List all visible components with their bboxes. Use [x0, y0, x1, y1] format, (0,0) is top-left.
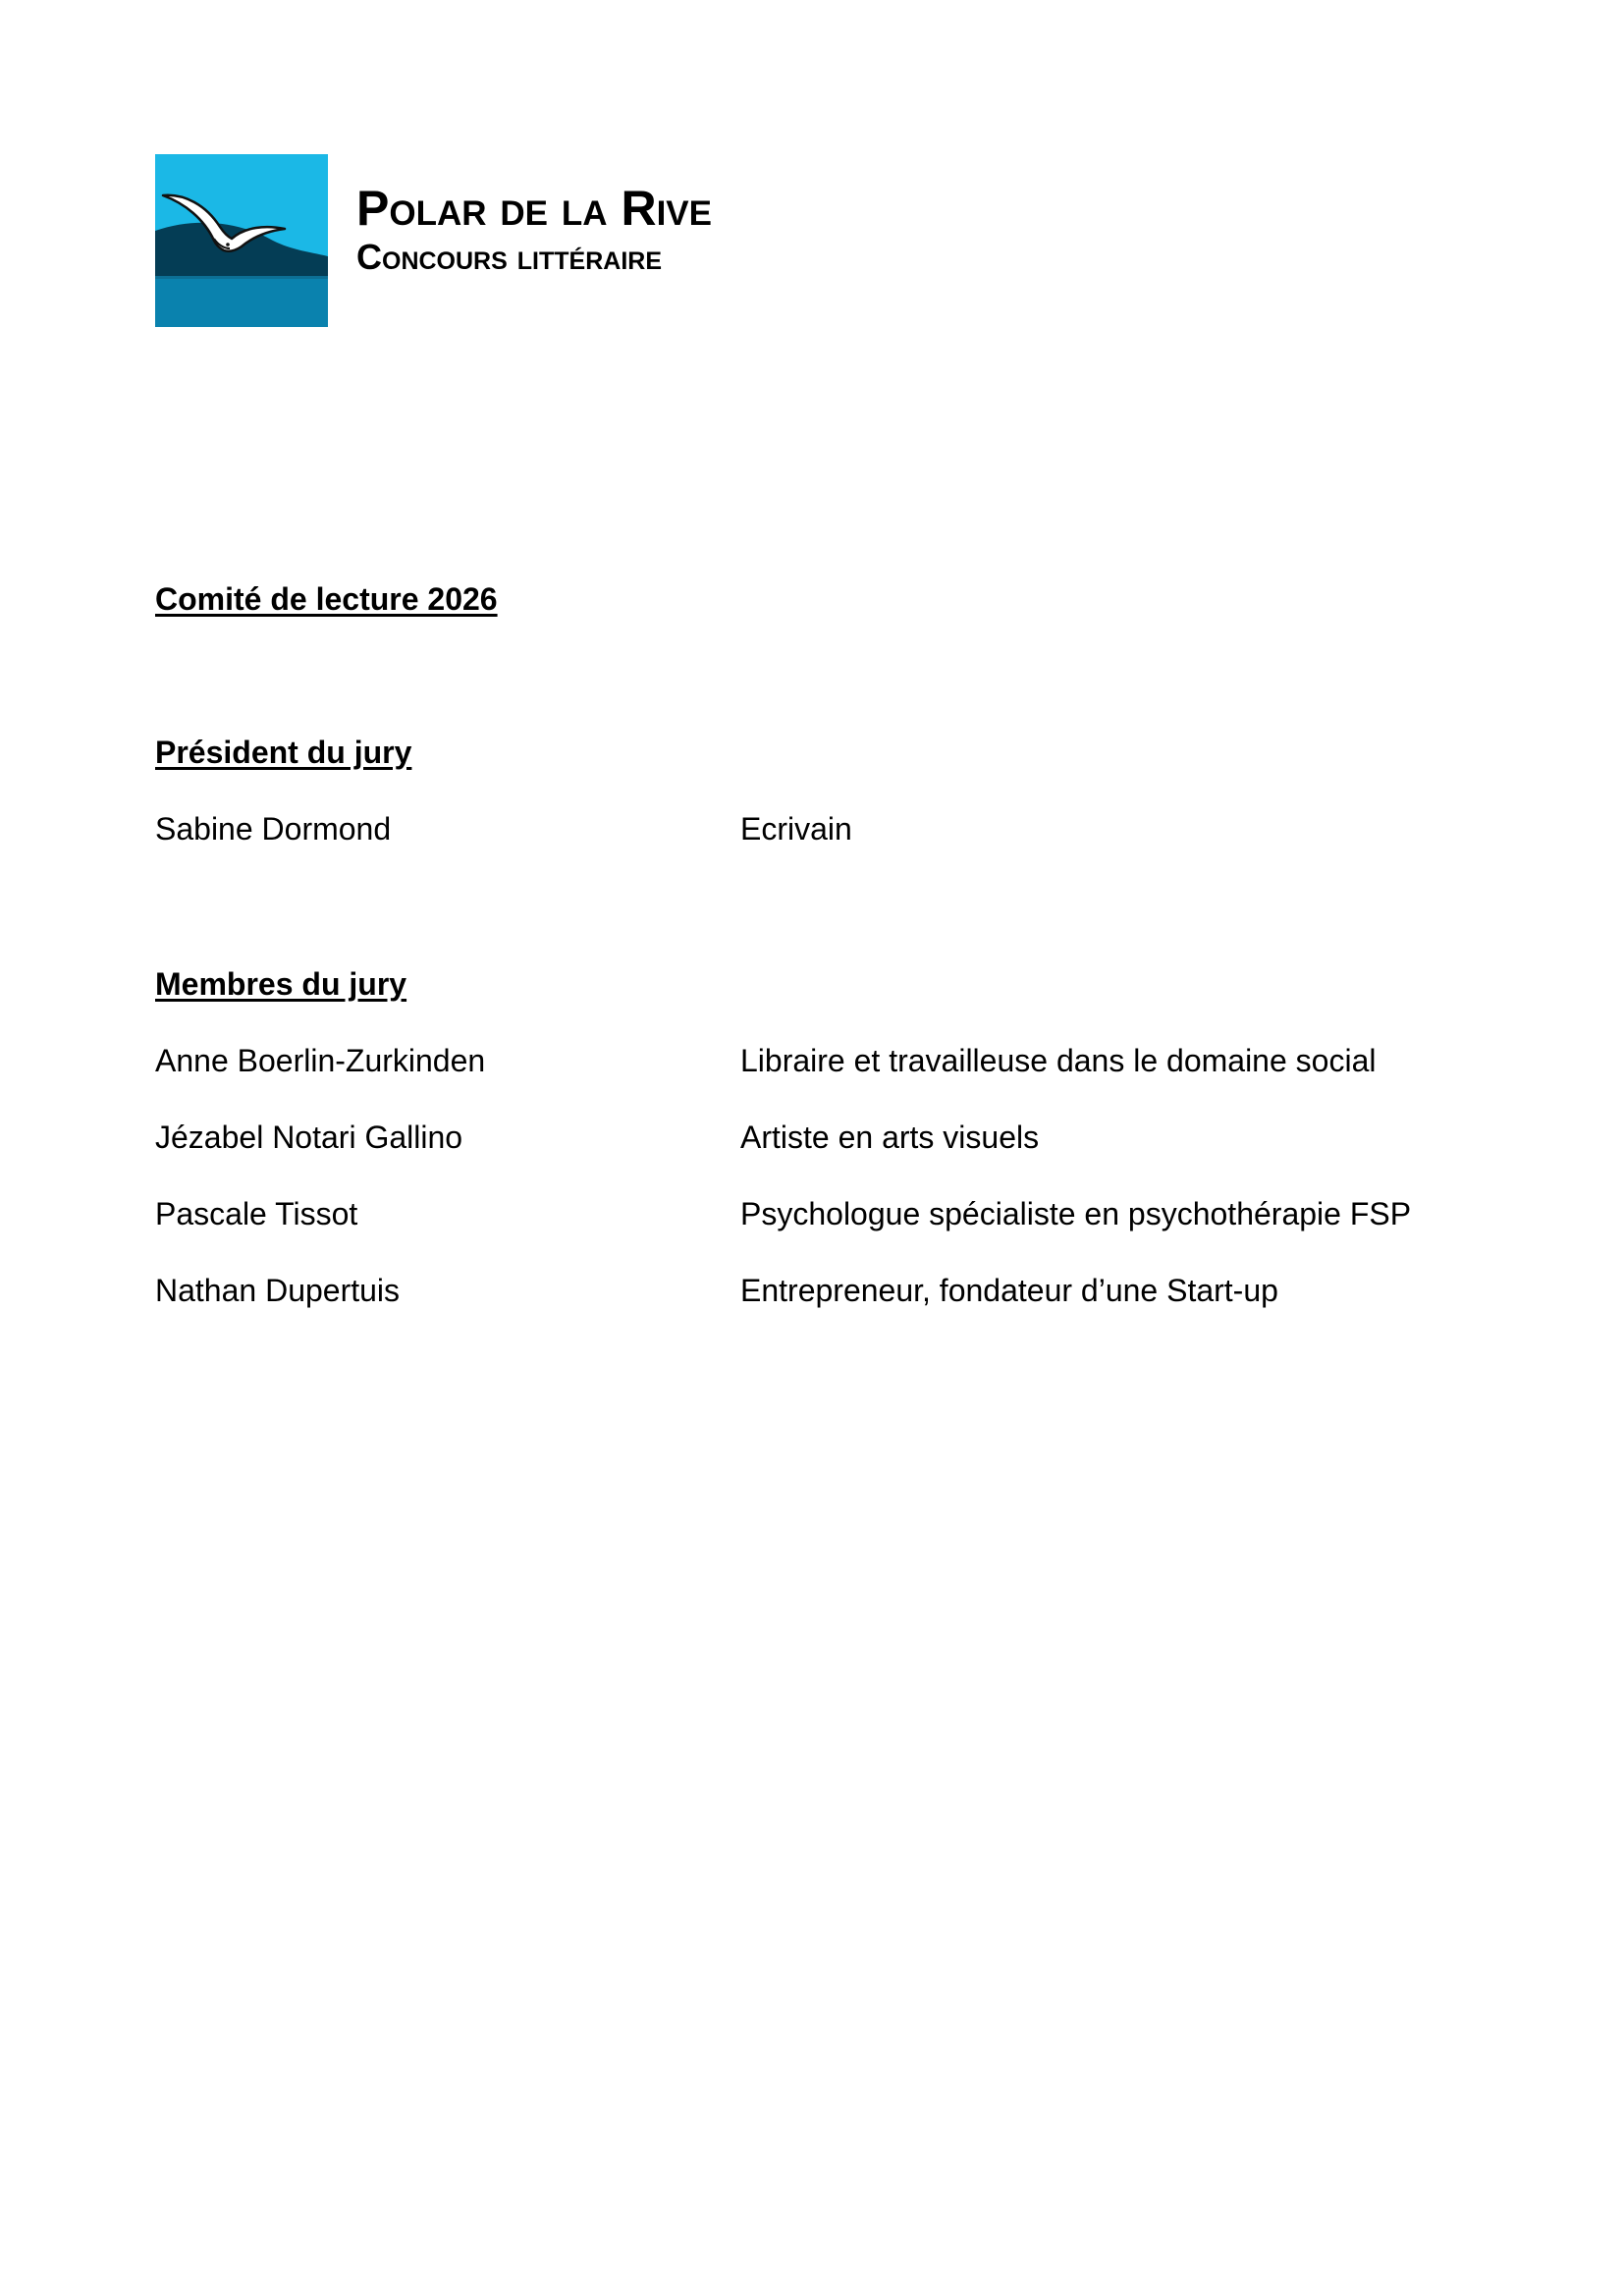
member-role: Artiste en arts visuels	[740, 1120, 1040, 1155]
member-name: Anne Boerlin-Zurkinden	[155, 1043, 486, 1078]
member-name: Nathan Dupertuis	[155, 1273, 401, 1308]
president-heading: Président du jury	[155, 735, 412, 770]
organization-header	[356, 179, 712, 279]
member-role: Psychologue spécialiste en psychothérapie FSP	[740, 1196, 1412, 1231]
seagull-logo-icon	[155, 154, 328, 327]
document-title: Comité de lecture 2026	[155, 581, 498, 617]
president-name: Sabine Dormond	[155, 811, 392, 847]
member-role: Libraire et travailleuse dans le domaine social	[740, 1043, 1377, 1078]
members-heading: Membres du jury	[155, 966, 407, 1002]
member-role: Entrepreneur, fondateur d’une Start-up	[740, 1273, 1278, 1308]
organization-subtitle: Concours littéraire	[356, 237, 662, 277]
president-role: Ecrivain	[740, 811, 852, 847]
member-name: Jézabel Notari Gallino	[155, 1120, 463, 1155]
organization-name: Polar de la Rive	[356, 181, 712, 236]
member-name: Pascale Tissot	[155, 1196, 358, 1231]
